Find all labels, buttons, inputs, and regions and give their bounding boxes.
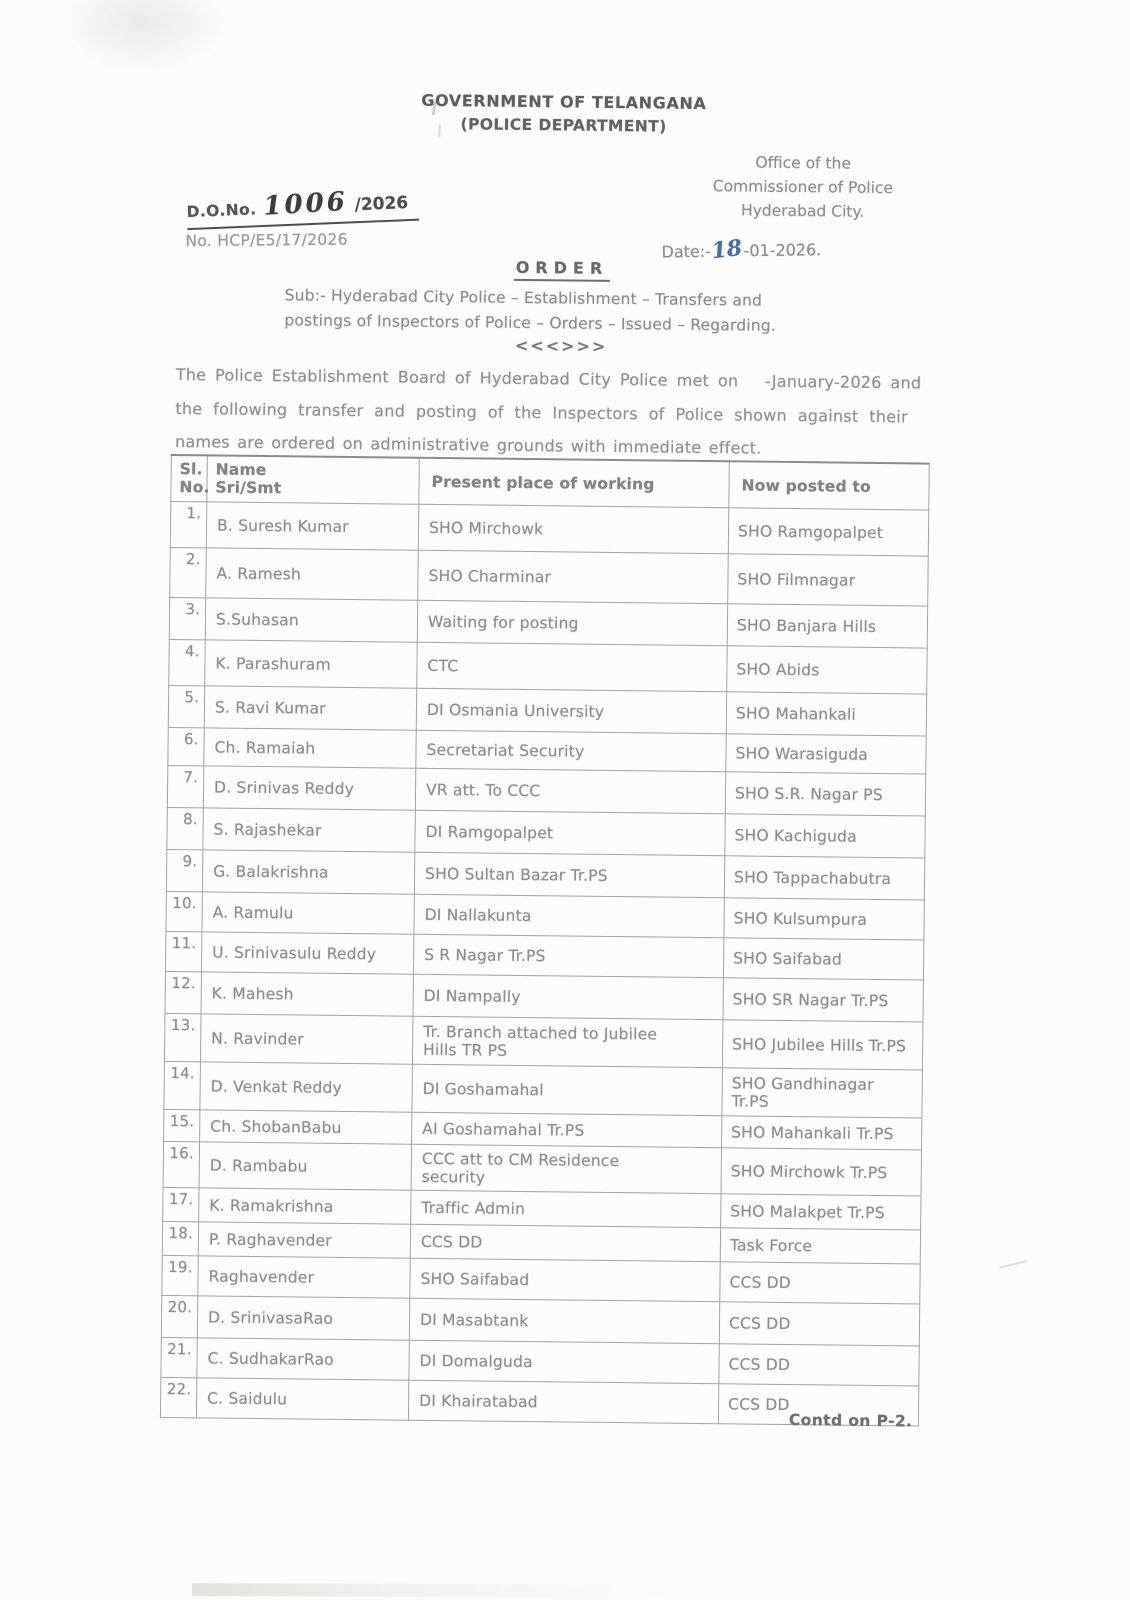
cell-sl-no: 17.	[163, 1187, 199, 1221]
subject-line-2: postings of Inspectors of Police – Orders – Issued – Regarding.	[284, 311, 777, 335]
table-row	[170, 547, 929, 606]
cell-sl-no: 12.	[165, 971, 201, 1013]
table-row	[164, 1013, 922, 1070]
cell-sl-no: 4.	[169, 639, 206, 685]
cell-name: P. Raghavender	[198, 1221, 410, 1257]
cell-now-posted: SHO Mirchowk Tr.PS	[721, 1147, 922, 1195]
header-name-line1: Name	[215, 460, 267, 480]
cell-now-posted: CCS DD	[720, 1261, 920, 1303]
cell-present-place: SHO Mirchowk	[418, 504, 729, 554]
cell-present-place: AI Goshamahal Tr.PS	[412, 1112, 722, 1148]
header-sl-no	[171, 455, 208, 501]
cell-sl-no: 11.	[165, 931, 201, 971]
cell-name: K. Mahesh	[201, 971, 413, 1015]
cell-now-posted: SHO Mahankali	[726, 691, 926, 735]
cell-sl-no: 13.	[164, 1013, 201, 1061]
date-label: Date:-	[661, 241, 712, 262]
cell-sl-no: 9.	[166, 849, 202, 891]
body-line-1: The Police Establishment Board of Hyderabad City Police met on -January-2026 and	[175, 365, 922, 393]
section-separator: <<<>>>	[514, 335, 608, 356]
header-name	[207, 455, 420, 503]
cell-name: D. Srinivas Reddy	[203, 765, 415, 809]
date-rest: -01-2026.	[743, 240, 822, 261]
do-number-year: /2026	[354, 193, 409, 216]
cell-name: Raghavender	[198, 1255, 410, 1297]
cell-now-posted: SHO Tappachabutra	[724, 855, 924, 899]
cell-present-place: VR att. To CCC	[415, 768, 725, 814]
cell-name: A. Ramesh	[206, 547, 419, 599]
cell-present-place: DI Osmania University	[416, 688, 726, 734]
do-number-label: D.O.No.	[186, 200, 257, 222]
department-subtitle: (POLICE DEPARTMENT)	[460, 115, 667, 136]
cell-present-place: DI Nampally	[413, 974, 723, 1020]
cell-name: S.Suhasan	[205, 597, 417, 641]
cell-now-posted: SHO Kulsumpura	[724, 897, 924, 939]
cell-sl-no: 19.	[162, 1255, 198, 1295]
cell-sl-no: 18.	[162, 1221, 198, 1255]
continued-footer: Contd on P-2.	[788, 1411, 913, 1431]
cell-sl-no: 21.	[161, 1337, 197, 1377]
header-now-posted: Now posted to	[729, 461, 930, 509]
cell-present-place: DI Goshamahal	[412, 1064, 723, 1116]
cell-now-posted: SHO Warasiguda	[726, 733, 926, 773]
cell-name: C. SudhakarRao	[197, 1337, 409, 1379]
file-number: No. HCP/E5/17/2026	[185, 230, 348, 251]
body-line-3: names are ordered on administrative grounds with immediate effect.	[174, 432, 762, 458]
cell-present-place: SHO Saifabad	[410, 1258, 720, 1302]
office-line-3: Hyderabad City.	[740, 201, 865, 221]
cell-sl-no: 16.	[163, 1141, 200, 1187]
cell-now-posted: SHO Abids	[727, 645, 928, 693]
cell-now-posted: SHO SR Nagar Tr.PS	[723, 977, 923, 1021]
cell-present-place: Waiting for posting	[417, 600, 727, 646]
cell-name: A. Ramulu	[202, 891, 414, 933]
office-line-1: Office of the	[755, 153, 852, 173]
order-heading	[0, 252, 1127, 288]
cell-present-place: DI Ramgopalpet	[415, 810, 725, 856]
cell-present-place: SHO Sultan Bazar Tr.PS	[414, 852, 724, 898]
cell-now-posted: CCS DD	[719, 1343, 919, 1385]
cell-name: B. Suresh Kumar	[206, 501, 419, 549]
cell-name: U. Srinivasulu Reddy	[201, 931, 413, 973]
cell-present-place: DI Domalguda	[409, 1340, 719, 1384]
header-sl-line2: No.	[179, 478, 210, 497]
cell-name: N. Ravinder	[200, 1013, 413, 1063]
cell-present-place: DI Masabtank	[409, 1298, 719, 1344]
cell-sl-no: 6.	[168, 727, 204, 765]
cell-now-posted: SHO Mahankali Tr.PS	[722, 1115, 922, 1149]
scan-stray-mark	[997, 1249, 1027, 1269]
cell-present-place: Traffic Admin	[411, 1190, 721, 1228]
cell-now-posted: SHO Ramgopalpet	[728, 507, 929, 555]
subject-block	[284, 283, 865, 340]
cell-sl-no: 7.	[167, 765, 203, 807]
cell-present-place: DI Khairatabad	[408, 1380, 718, 1424]
cell-present-place: Tr. Branch attached to Jubilee Hills TR PS	[412, 1016, 723, 1068]
cell-present-place: SHO Charminar	[418, 550, 729, 604]
cell-name: K. Ramakrishna	[199, 1187, 411, 1223]
cell-sl-no: 2.	[170, 547, 207, 597]
cell-now-posted: SHO Saifabad	[723, 937, 923, 979]
cell-now-posted: SHO Malakpet Tr.PS	[721, 1193, 921, 1229]
cell-now-posted: SHO S.R. Nagar PS	[725, 771, 925, 815]
cell-now-posted: SHO Banjara Hills	[727, 603, 927, 647]
office-line-2: Commissioner of Police	[712, 177, 894, 198]
cell-name: D. Rambabu	[199, 1141, 412, 1189]
header-name-line2: Sri/Smt	[215, 478, 282, 498]
cell-name: Ch. ShobanBabu	[200, 1109, 412, 1143]
office-address-block	[678, 150, 929, 225]
cell-sl-no: 22.	[160, 1377, 196, 1417]
cell-name: D. SrinivasaRao	[197, 1295, 409, 1339]
cell-now-posted: SHO Kachiguda	[725, 813, 925, 857]
cell-name: K. Parashuram	[205, 639, 418, 687]
cell-now-posted: CCS DD	[719, 1301, 919, 1345]
do-number-line	[186, 185, 419, 230]
cell-name: Ch. Ramaiah	[204, 727, 416, 767]
cell-present-place: CCC att to CM Residence security	[411, 1144, 722, 1194]
cell-sl-no: 15.	[164, 1109, 200, 1141]
cell-now-posted: SHO Filmnagar	[728, 553, 929, 605]
do-number-handwritten: 1006	[262, 186, 349, 222]
body-line-2: the following transfer and posting of the Inspectors of Police shown against their	[175, 398, 908, 426]
cell-name: S. Rajashekar	[203, 807, 415, 851]
header-present-place: Present place of working	[419, 458, 730, 508]
order-body-paragraph	[175, 358, 930, 467]
cell-present-place: Secretariat Security	[416, 730, 726, 772]
cell-sl-no: 1.	[170, 501, 207, 547]
government-title: GOVERNMENT OF TELANGANA	[421, 90, 707, 114]
cell-sl-no: 8.	[167, 807, 203, 849]
cell-name: D. Venkat Reddy	[200, 1061, 413, 1111]
transfer-table	[160, 454, 930, 1426]
cell-present-place: S R Nagar Tr.PS	[413, 934, 723, 978]
cell-now-posted: SHO Jubilee Hills Tr.PS	[722, 1019, 923, 1069]
cell-present-place: CTC	[417, 642, 728, 692]
cell-sl-no: 5.	[168, 685, 204, 727]
cell-now-posted: Task Force	[720, 1227, 920, 1263]
transfer-table-body	[160, 501, 928, 1426]
cell-sl-no: 20.	[161, 1295, 197, 1337]
order-heading-text: ORDER	[514, 258, 611, 282]
cell-present-place: DI Nallakunta	[414, 894, 724, 938]
cell-now-posted: SHO Gandhinagar Tr.PS	[722, 1067, 923, 1117]
cell-present-place: CCS DD	[410, 1224, 720, 1262]
cell-sl-no: 3.	[169, 597, 205, 639]
table-row	[164, 1061, 922, 1118]
cell-name: G. Balakrishna	[202, 849, 414, 893]
cell-name: C. Saidulu	[196, 1377, 408, 1419]
cell-now-posted: CCS DD	[718, 1383, 918, 1425]
cell-name: S. Ravi Kumar	[204, 685, 416, 729]
subject-line-1: Sub:- Hyderabad City Police – Establishment – Transfers and	[284, 286, 763, 310]
cell-sl-no: 10.	[166, 891, 202, 931]
date-day-handwritten: 18	[710, 234, 745, 265]
cell-sl-no: 14.	[164, 1061, 201, 1109]
header-sl-line1: Sl.	[179, 460, 203, 479]
